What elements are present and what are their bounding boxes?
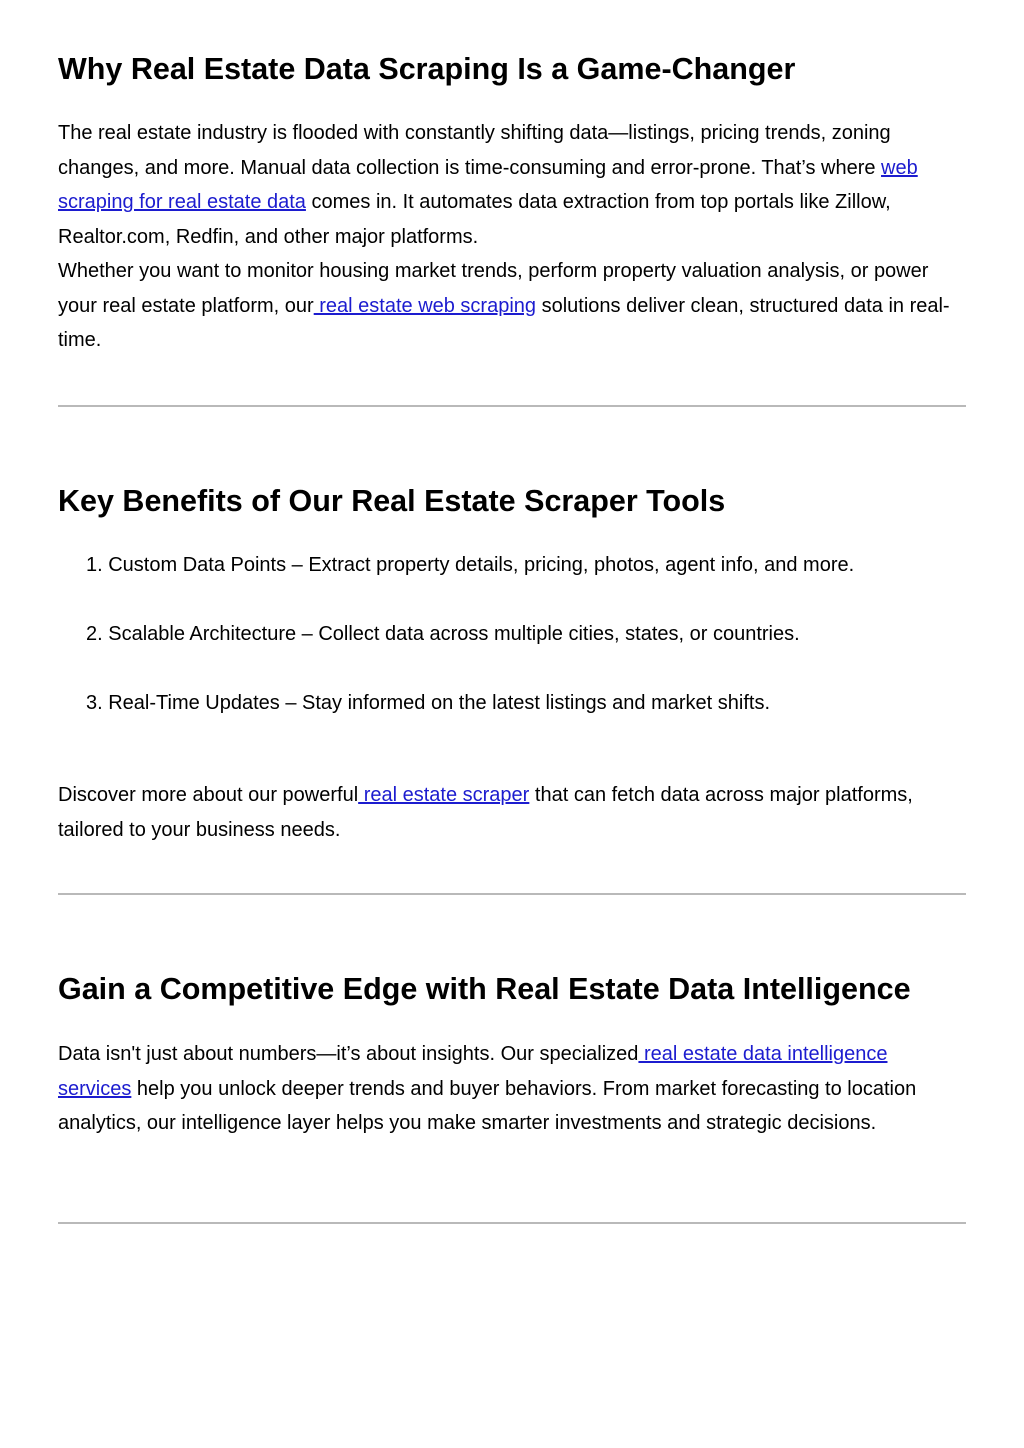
section-heading-key-benefits: Key Benefits of Our Real Estate Scraper Tools: [58, 484, 726, 518]
intelligence-text-after-link: help you unlock deeper trends and buyer behaviors. From market forecasting to location analytics, our intelligence layer helps you make smarter investments and strategic decisions.: [58, 1077, 917, 1135]
web-scraping-link[interactable]: web scraping for real estate data: [58, 156, 918, 214]
intro-text-after-link: comes in. It automates data extraction from top portals like Zillow, Realtor.com, Redfin, and other major platforms.: [58, 191, 891, 249]
section-heading-game-changer: Why Real Estate Data Scraping Is a Game-Changer: [58, 52, 796, 86]
benefit-item-scalable: 2. Scalable Architecture – Collect data across multiple cities, states, or countries.: [86, 623, 800, 645]
section-divider: [58, 405, 966, 407]
intelligence-paragraph: [58, 1037, 966, 1141]
section-divider: [58, 893, 966, 895]
use-case-text-before-link: Whether you want to monitor housing market trends, perform property valuation analysis, or power your real estate platform, our: [58, 260, 929, 317]
benefit-item-custom-data: 1. Custom Data Points – Extract property details, pricing, photos, agent info, and more.: [86, 554, 855, 576]
intro-text-before-link: The real estate industry is flooded with constantly shifting data—listings, pricing trends, zoning changes, and more. Manual data collection is time-consuming and error-prone. That’s where: [58, 122, 891, 179]
benefit-item-real-time: 3. Real-Time Updates – Stay informed on the latest listings and market shifts.: [86, 692, 771, 714]
discover-text-after-link: that can fetch data across major platforms, tailored to your business needs.: [58, 784, 913, 841]
section-divider: [58, 1222, 966, 1224]
real-estate-scraper-link[interactable]: real estate scraper: [358, 784, 530, 806]
data-intelligence-services-link[interactable]: real estate data intelligence services: [58, 1043, 888, 1100]
section-heading-competitive-edge: Gain a Competitive Edge with Real Estate Data Intelligence: [58, 972, 911, 1006]
intro-paragraph: [58, 116, 966, 255]
use-case-text-after-link: solutions deliver clean, structured data in real-time.: [58, 294, 950, 352]
intelligence-text-before-link: Data isn't just about numbers—it’s about insights. Our specialized: [58, 1043, 639, 1065]
discover-paragraph: [58, 778, 966, 847]
use-case-paragraph: [58, 254, 966, 358]
real-estate-web-scraping-link[interactable]: real estate web scraping: [313, 294, 537, 317]
discover-text-before-link: Discover more about our powerful: [58, 784, 359, 806]
